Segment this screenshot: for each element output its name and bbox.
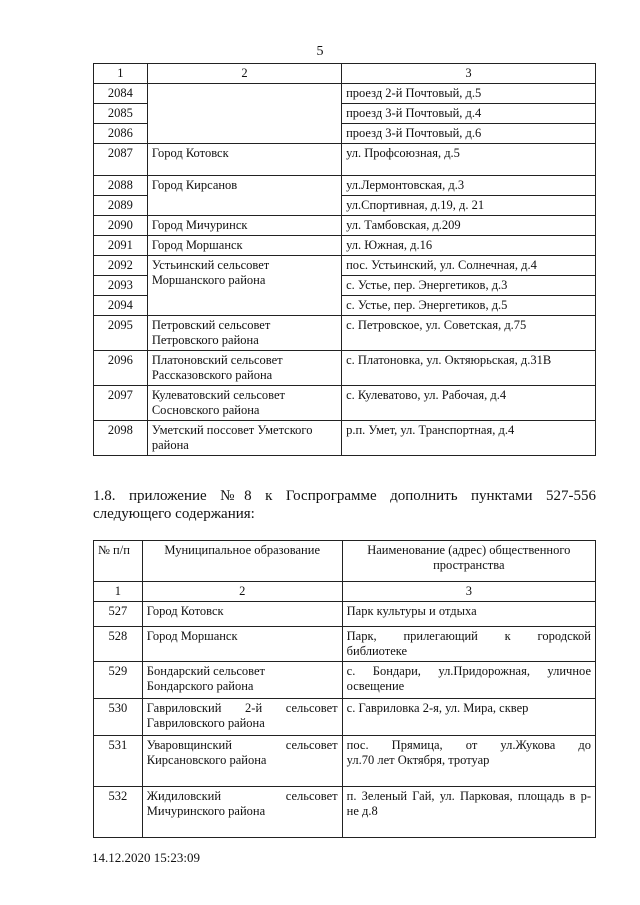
address-cell: проезд 3-й Почтовый, д.4 (342, 104, 596, 124)
municipality-cell: Петровский сельсовет Петровского района (147, 316, 341, 351)
amendment-paragraph: 1.8. приложение №8 к Госпрограмме дополнить пунктами 527-556 следующего содержания: (93, 488, 596, 522)
row-number: 2090 (94, 216, 148, 236)
municipality-cell: Устьинский сельсовет Моршанского района (147, 256, 341, 316)
addresses-table (93, 63, 596, 456)
address-line: п. Зеленый Гай, ул. Парковая, площадь в р- (346, 789, 591, 803)
municipality-cell: Город Кирсанов (147, 176, 341, 216)
address-cell: ул.Спортивная, д.19, д. 21 (342, 196, 596, 216)
table-row (94, 699, 596, 736)
address-cell: Парк культуры и отдыха (342, 602, 595, 627)
municipality-line: Гавриловский 2-й сельсовет (146, 701, 338, 715)
address-cell: с. Кулеватово, ул. Рабочая, д.4 (342, 386, 596, 421)
table-row (94, 256, 596, 276)
table-header-row (94, 64, 596, 84)
row-number: 2088 (94, 176, 148, 196)
address-cell (342, 736, 595, 787)
row-number: 2085 (94, 104, 148, 124)
table-row (94, 176, 596, 196)
table-row (94, 216, 596, 236)
column-number: 3 (342, 582, 595, 602)
table-row (94, 421, 596, 456)
address-cell: ул.Лермонтовская, д.3 (342, 176, 596, 196)
municipality-cell (142, 787, 342, 838)
table-row (94, 602, 596, 627)
address-cell: проезд 3-й Почтовый, д.6 (342, 124, 596, 144)
row-number: 2086 (94, 124, 148, 144)
table-row (94, 84, 596, 104)
municipality-line: Кирсановского района (146, 753, 267, 767)
address-cell (342, 627, 595, 662)
row-number: 529 (94, 662, 143, 699)
row-number: 532 (94, 787, 143, 838)
column-number: 1 (94, 582, 143, 602)
address-cell: с. Устье, пер. Энергетиков, д.3 (342, 276, 596, 296)
municipality-cell (147, 84, 341, 144)
row-number: 2095 (94, 316, 148, 351)
row-number: 527 (94, 602, 143, 627)
row-number: 2089 (94, 196, 148, 216)
table-row (94, 736, 596, 787)
header-cell: Муниципальное образование (142, 541, 342, 582)
municipality-cell: Город Котовск (147, 144, 341, 176)
row-number: 531 (94, 736, 143, 787)
address-cell: с. Платоновка, ул. Октяюрьская, д.31В (342, 351, 596, 386)
address-cell: пос. Устьинский, ул. Солнечная, д.4 (342, 256, 596, 276)
municipality-cell: Кулеватовский сельсовет Сосновского района (147, 386, 341, 421)
row-number: 2098 (94, 421, 148, 456)
municipality-cell: Город Моршанск (142, 627, 342, 662)
table-row (94, 316, 596, 351)
address-line: с. Бондари, ул.Придорожная, уличное (346, 664, 591, 678)
table-row (94, 386, 596, 421)
row-number: 2093 (94, 276, 148, 296)
page-number: 5 (316, 44, 324, 59)
row-number: 2087 (94, 144, 148, 176)
address-cell (342, 662, 595, 699)
row-number: 2097 (94, 386, 148, 421)
address-cell: ул. Южная, д.16 (342, 236, 596, 256)
address-cell: с. Устье, пер. Энергетиков, д.5 (342, 296, 596, 316)
table-row (94, 627, 596, 662)
municipality-line: Бондарский сельсовет (146, 664, 265, 678)
row-number: 2091 (94, 236, 148, 256)
address-cell: проезд 2-й Почтовый, д.5 (342, 84, 596, 104)
table-row (94, 662, 596, 699)
address-line: ул.70 лет Октября, тротуар (346, 753, 490, 767)
row-number: 2092 (94, 256, 148, 276)
municipality-line: Гавриловского района (146, 716, 265, 730)
address-line: не д.8 (346, 804, 378, 818)
table-row (94, 236, 596, 256)
municipality-cell (142, 736, 342, 787)
municipality-cell: Уметский поссовет Уметского района (147, 421, 341, 456)
address-cell: ул. Тамбовская, д.209 (342, 216, 596, 236)
address-cell: с. Гавриловка 2-я, ул. Мира, сквер (342, 699, 595, 736)
address-line: освещение (346, 679, 405, 693)
address-cell: с. Петровское, ул. Советская, д.75 (342, 316, 596, 351)
address-cell (342, 787, 595, 838)
header-cell: 2 (147, 64, 341, 84)
header-cell: Наименование (адрес) общественного пространства (342, 541, 595, 582)
print-timestamp: 14.12.2020 15:23:09 (92, 850, 200, 865)
municipality-line: Мичуринского района (146, 804, 266, 818)
row-number: 2094 (94, 296, 148, 316)
header-cell: 3 (342, 64, 596, 84)
header-cell: № п/п (94, 541, 143, 582)
column-number: 2 (142, 582, 342, 602)
address-line: пос. Прямица, от ул.Жукова до (346, 738, 591, 752)
row-number: 2084 (94, 84, 148, 104)
row-number: 530 (94, 699, 143, 736)
municipality-line: Жидиловский сельсовет (146, 789, 338, 803)
column-numbers-row (94, 582, 596, 602)
municipality-cell (142, 699, 342, 736)
municipality-cell: Город Котовск (142, 602, 342, 627)
address-cell: р.п. Умет, ул. Транспортная, д.4 (342, 421, 596, 456)
municipality-cell: Платоновский сельсовет Рассказовского района (147, 351, 341, 386)
table-row (94, 351, 596, 386)
row-number: 528 (94, 627, 143, 662)
table-header-row (94, 541, 596, 582)
municipality-cell: Город Мичуринск (147, 216, 341, 236)
public-spaces-table (93, 540, 596, 838)
address-line: Парк, прилегающий к городской (346, 629, 591, 643)
address-line: библиотеке (346, 644, 408, 658)
municipality-cell (142, 662, 342, 699)
municipality-line: Уваровщинский сельсовет (146, 738, 338, 752)
header-cell: 1 (94, 64, 148, 84)
table-row (94, 787, 596, 838)
row-number: 2096 (94, 351, 148, 386)
table-row (94, 144, 596, 176)
address-cell: ул. Профсоюзная, д.5 (342, 144, 596, 176)
municipality-line: Бондарского района (146, 679, 254, 693)
municipality-cell: Город Моршанск (147, 236, 341, 256)
